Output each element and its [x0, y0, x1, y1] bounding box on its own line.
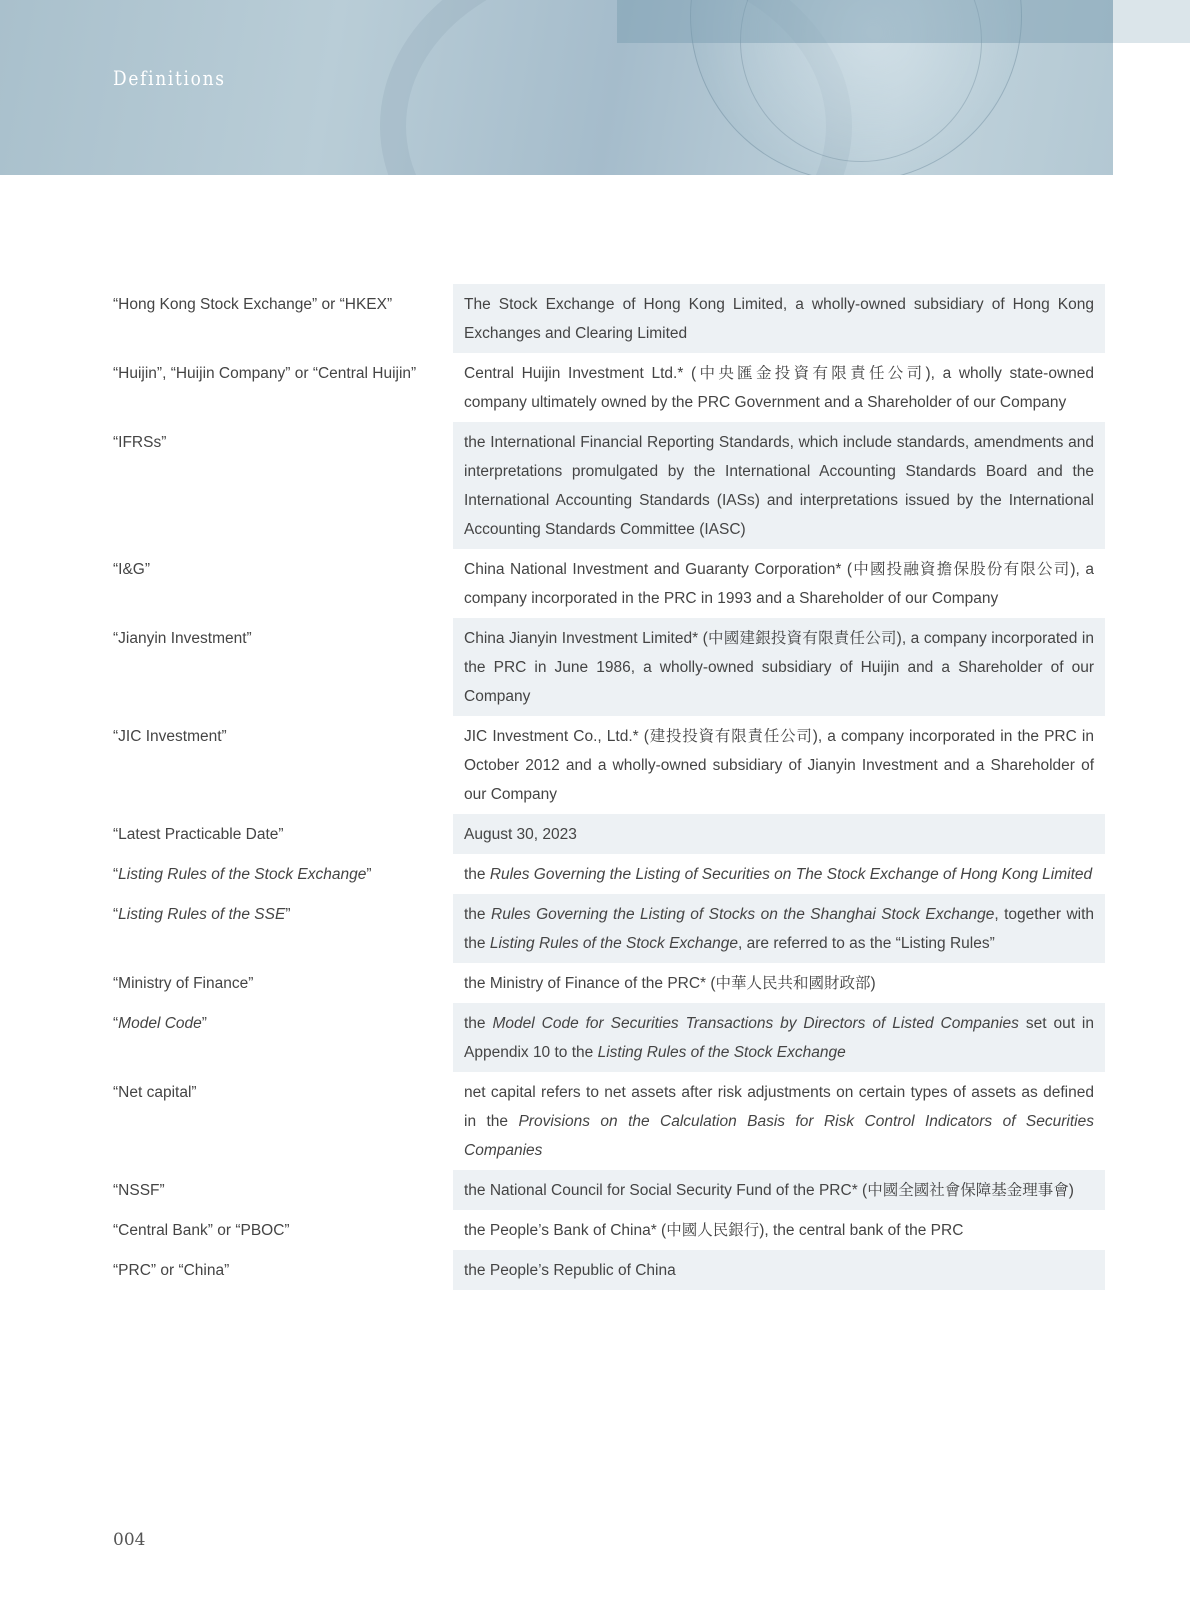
definition-text	[453, 1003, 1105, 1072]
section-title: Definitions	[113, 66, 226, 90]
definition-text	[453, 353, 1105, 422]
italic-text: Rules Governing the Listing of Securities on The Stock Exchange of Hong Kong Limited	[489, 866, 1093, 883]
definition-row	[113, 894, 1105, 963]
text-segment: , are referred to as the “Listing Rules”	[738, 935, 995, 952]
definition-term	[113, 1072, 453, 1170]
text-segment: “	[113, 906, 119, 923]
definition-row	[113, 814, 1105, 854]
text-segment: “JIC Investment”	[113, 728, 227, 745]
text-segment: net capital refers to net assets after risk adjustments on certain types of assets as defined in the	[464, 1084, 1094, 1130]
definition-text	[453, 716, 1105, 814]
definition-term	[113, 1250, 453, 1290]
definition-term	[113, 549, 453, 618]
definition-row	[113, 618, 1105, 716]
text-segment: the International Financial Reporting Standards, which include standards, amendments and interpretations promulgated by the International Accounting Standards Board and the International Accounting Standards (IASs) and interpretations issued by the International Accounting Standards Committee (IASC)	[464, 434, 1094, 538]
definition-text	[453, 1072, 1105, 1170]
italic-text: Listing Rules of the SSE	[118, 906, 286, 923]
text-segment: China National Investment and Guaranty Corporation* (中國投融資擔保股份有限公司), a company incorporated in the PRC in 1993 and a Shareholder of our Company	[464, 561, 1094, 607]
definition-text	[453, 618, 1105, 716]
definition-row	[113, 1072, 1105, 1170]
banner-strip	[617, 0, 1113, 43]
definition-term	[113, 1210, 453, 1250]
definition-term	[113, 618, 453, 716]
definition-term	[113, 854, 453, 894]
text-segment: The Stock Exchange of Hong Kong Limited, a wholly-owned subsidiary of Hong Kong Exchanges and Clearing Limited	[464, 296, 1094, 342]
text-segment: “Net capital”	[113, 1084, 197, 1101]
definition-row	[113, 284, 1105, 353]
definition-row	[113, 1250, 1105, 1290]
definition-text	[453, 814, 1105, 854]
text-segment: the	[464, 906, 491, 923]
definition-row	[113, 549, 1105, 618]
italic-text: Model Code	[118, 1015, 202, 1032]
definition-text	[453, 422, 1105, 549]
text-segment: ”	[201, 1015, 207, 1032]
definition-term	[113, 1170, 453, 1210]
definition-row	[113, 1210, 1105, 1250]
definition-text	[453, 1210, 1105, 1250]
text-segment: the People’s Bank of China* (中國人民銀行), the central bank of the PRC	[464, 1222, 964, 1239]
definition-term	[113, 422, 453, 549]
text-segment: “Jianyin Investment”	[113, 630, 252, 647]
italic-text: Listing Rules of the Stock Exchange	[597, 1044, 846, 1061]
italic-text: Listing Rules of the Stock Exchange	[118, 866, 367, 883]
text-segment: the Ministry of Finance of the PRC* (中華人民共和國財政部)	[464, 975, 876, 992]
definition-row	[113, 1170, 1105, 1210]
italic-text: Listing Rules of the Stock Exchange	[489, 935, 739, 952]
text-segment: the National Council for Social Security Fund of the PRC* (中國全國社會保障基金理事會)	[464, 1182, 1074, 1199]
text-segment: JIC Investment Co., Ltd.* (建投投資有限責任公司), a company incorporated in the PRC in October 2012 and a wholly-owned subsidiary of Jianyin Investment and a Shareholder of our Company	[464, 728, 1094, 803]
text-segment: “PRC” or “China”	[113, 1262, 230, 1279]
text-segment: “Latest Practicable Date”	[113, 826, 284, 843]
definition-row	[113, 1003, 1105, 1072]
text-segment: “Central Bank” or “PBOC”	[113, 1222, 290, 1239]
text-segment: “	[113, 1015, 119, 1032]
definition-term	[113, 1003, 453, 1072]
definition-term	[113, 353, 453, 422]
text-segment: “IFRSs”	[113, 434, 167, 451]
definition-text	[453, 894, 1105, 963]
definition-text	[453, 284, 1105, 353]
text-segment: the	[464, 866, 490, 883]
definition-row	[113, 716, 1105, 814]
text-segment: “	[113, 866, 119, 883]
text-segment: “I&G”	[113, 561, 151, 578]
definition-text	[453, 549, 1105, 618]
definition-row	[113, 963, 1105, 1003]
text-segment: “NSSF”	[113, 1182, 165, 1199]
definition-text	[453, 963, 1105, 1003]
definition-row	[113, 353, 1105, 422]
banner-right-strip	[1113, 0, 1190, 43]
text-segment: Central Huijin Investment Ltd.* (中央匯金投資有限責任公司), a wholly state-owned company ultimately owned by the PRC Government and a Shareholder of our Company	[464, 365, 1094, 411]
definition-term	[113, 284, 453, 353]
definition-row	[113, 854, 1105, 894]
text-segment: China Jianyin Investment Limited* (中國建銀投資有限責任公司), a company incorporated in the PRC in June 1986, a wholly-owned subsidiary of Huijin and a Shareholder of our Company	[464, 630, 1094, 705]
definition-term	[113, 716, 453, 814]
text-segment: “Ministry of Finance”	[113, 975, 254, 992]
definition-text	[453, 854, 1105, 894]
italic-text: Provisions on the Calculation Basis for Risk Control Indicators of Securities Companies	[464, 1113, 1094, 1159]
text-segment: ”	[285, 906, 291, 923]
definition-text	[453, 1170, 1105, 1210]
definition-term	[113, 814, 453, 854]
definition-text	[453, 1250, 1105, 1290]
definitions-table	[113, 284, 1105, 1290]
italic-text: Model Code for Securities Transactions by Directors of Listed Companies	[492, 1015, 1019, 1032]
text-segment: , together with the	[464, 906, 1095, 952]
text-segment: set out in Appendix 10 to the	[464, 1015, 1094, 1061]
text-segment: “Huijin”, “Huijin Company” or “Central Huijin”	[113, 365, 417, 382]
text-segment: the People’s Republic of China	[464, 1262, 676, 1279]
definition-row	[113, 422, 1105, 549]
page-number: 004	[113, 1530, 146, 1550]
text-segment: August 30, 2023	[464, 826, 577, 843]
text-segment: the	[464, 1015, 493, 1032]
text-segment: “Hong Kong Stock Exchange” or “HKEX”	[113, 296, 393, 313]
definition-term	[113, 963, 453, 1003]
text-segment: ”	[366, 866, 372, 883]
italic-text: Rules Governing the Listing of Stocks on the Shanghai Stock Exchange	[491, 906, 995, 923]
definition-term	[113, 894, 453, 963]
